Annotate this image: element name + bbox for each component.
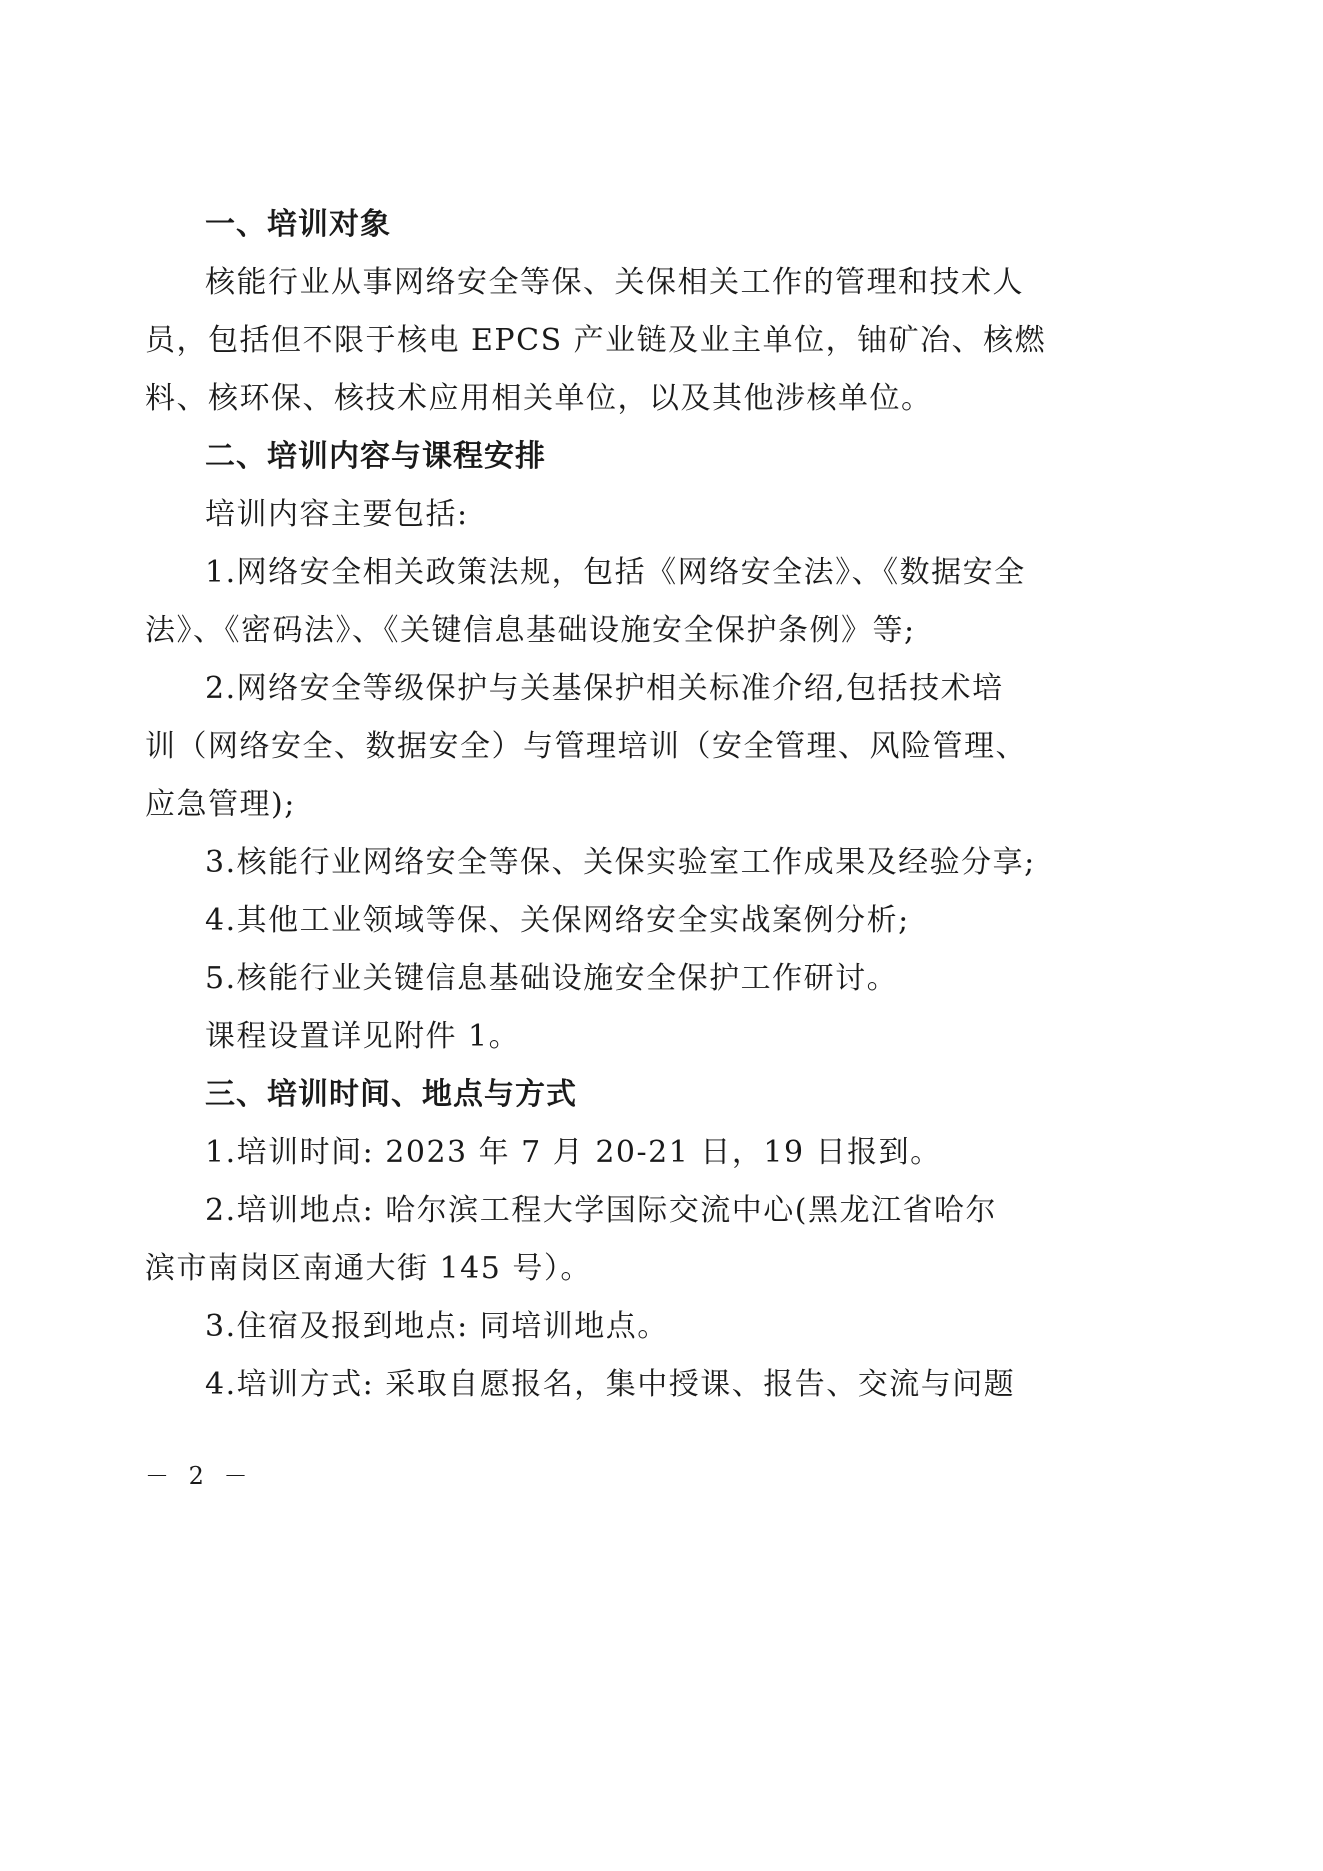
list-item-4-line: 4.其他工业领域等保、关保网络安全实战案例分析; [205, 903, 910, 938]
list-item-2-line: 应急管理); [145, 787, 296, 822]
list-item-time: 1.培训时间: 2023 年 7 月 20-21 日，19 日报到。 [205, 1135, 942, 1170]
section-heading-training-content: 二、培训内容与课程安排 [205, 439, 546, 474]
page-number: － 2 － [145, 1462, 254, 1490]
list-item-3-line: 3.核能行业网络安全等保、关保实验室工作成果及经验分享; [205, 845, 1036, 880]
list-item-2-line: 训（网络安全、数据安全）与管理培训（安全管理、风险管理、 [145, 729, 1027, 764]
list-item-method-line: 4.培训方式: 采取自愿报名，集中授课、报告、交流与问题 [205, 1367, 1016, 1402]
paragraph-line: 料、核环保、核技术应用相关单位，以及其他涉核单位。 [145, 381, 933, 416]
list-item-1-line: 法》、《密码法》、《关键信息基础设施安全保护条例》等; [145, 613, 916, 648]
paragraph-line: 培训内容主要包括: [205, 497, 469, 532]
list-item-lodging: 3.住宿及报到地点: 同培训地点。 [205, 1309, 669, 1344]
paragraph-line: 核能行业从事网络安全等保、关保相关工作的管理和技术人 [205, 265, 1024, 300]
list-item-place-line: 2.培训地点: 哈尔滨工程大学国际交流中心(黑龙江省哈尔 [205, 1193, 997, 1228]
list-item-1-line: 1.网络安全相关政策法规，包括《网络安全法》、《数据安全 [205, 555, 1026, 590]
paragraph-line: 员，包括但不限于核电 EPCS 产业链及业主单位，铀矿冶、核燃 [145, 323, 1047, 358]
list-item-5-line: 5.核能行业关键信息基础设施安全保护工作研讨。 [205, 961, 899, 996]
list-item-place-line: 滨市南岗区南通大街 145 号）。 [145, 1251, 592, 1286]
list-item-2-line: 2.网络安全等级保护与关基保护相关标准介绍,包括技术培 [205, 671, 1004, 706]
section-heading-training-target: 一、培训对象 [205, 207, 391, 242]
paragraph-line: 课程设置详见附件 1。 [205, 1019, 521, 1054]
section-heading-time-place: 三、培训时间、地点与方式 [205, 1077, 577, 1112]
